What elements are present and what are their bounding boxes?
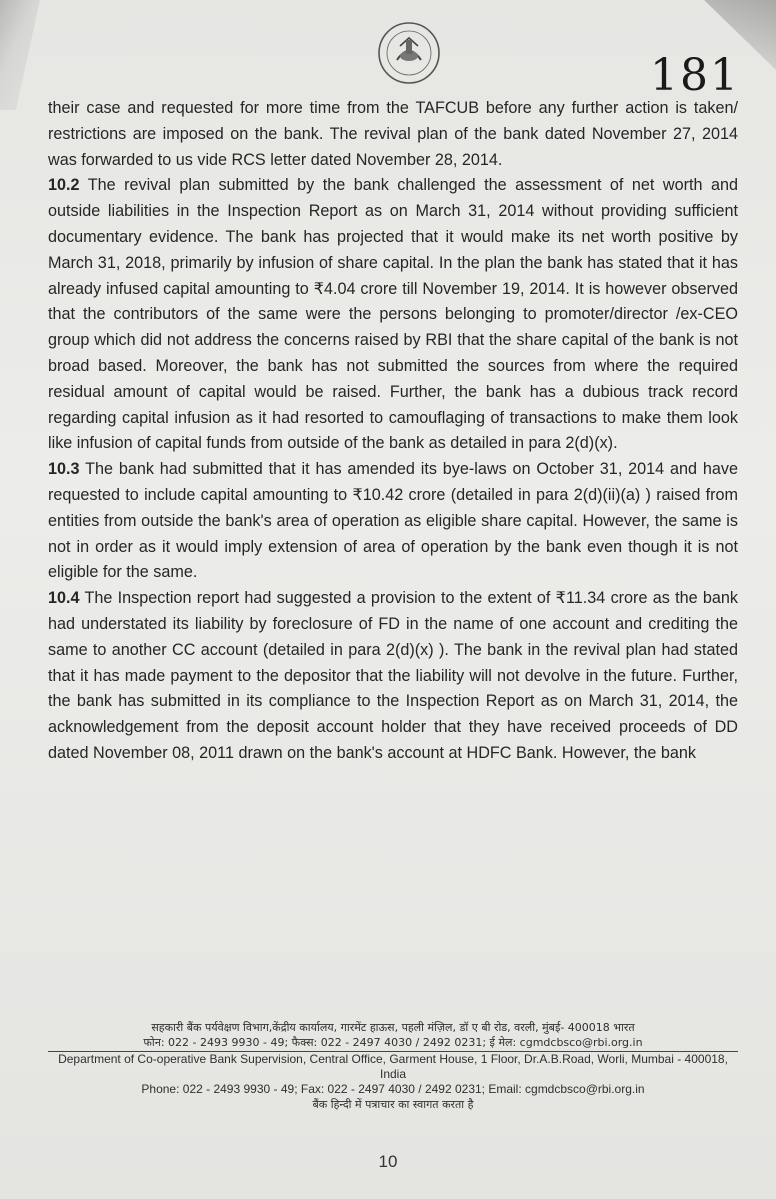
paragraph-10-4 — [48, 586, 738, 767]
paragraph-text: The Inspection report had suggested a provision to the extent of ₹11.34 crore as the bank had understated its liability by foreclosure of FD in the name of one account and crediting the same to another CC account (detailed in para 2(d)(x) ). The bank in the revival plan had stated that it has made payment to the depositor that the liability will not devolve in the future. Further, the bank has submitted in its compliance to the Inspection Report as on March 31, 2014, the acknowledgement from the deposit account holder that they have received proceeds of DD dated November 08, 2011 drawn on the bank's account at HDFC Bank. However, the bank — [48, 589, 738, 762]
footer-english-contact: Phone: 022 - 2493 9930 - 49; Fax: 022 - 2497 4030 / 2492 0231; Email: cgmdcbsco@rbi.org.in — [141, 1082, 645, 1096]
footer-hindi-tagline: बैंक हिन्दी में पत्राचार का स्वागत करता है — [312, 1098, 474, 1111]
paragraph-10-2 — [48, 173, 738, 457]
footer-hindi-contact: फोन: 022 - 2493 9930 - 49; फैक्स: 022 - 2497 4030 / 2492 0231; ई मेल: cgmdcbsco@rbi.org.in — [48, 1035, 738, 1052]
paragraph-number: 10.3 — [48, 460, 80, 479]
paragraph-continued — [48, 96, 738, 173]
paragraph-text: their case and requested for more time from the TAFCUB before any further action is taken/ restrictions are imposed on the bank. The revival plan of the bank dated November 27, 2014 was forwarded to us vide RCS letter dated November 28, 2014. — [48, 99, 738, 169]
paragraph-number: 10.4 — [48, 589, 80, 608]
footer-english-address: Department of Co-operative Bank Supervision, Central Office, Garment House, 1 Floor, Dr.A.B.Road, Worli, Mumbai - 400018, India — [58, 1052, 728, 1081]
footer-hindi-address: सहकारी बैंक पर्यवेक्षण विभाग,केंद्रीय कार्यालय, गारमेंट हाऊस, पहली मंज़िल, डॉ ए बी रोड, वरली, मुंबई- 400018 भारत — [151, 1021, 635, 1034]
letterhead-footer — [48, 1020, 738, 1112]
paragraph-text: The bank had submitted that it has amended its bye-laws on October 31, 2014 and have requested to include capital amounting to ₹10.42 crore (detailed in para 2(d)(ii)(a) ) raised from entities from outside the bank's area of operation as eligible share capital. However, the same is not in order as it would imply extension of area of operation by the bank even though it is not eligible for the same. — [48, 460, 738, 582]
paragraph-number: 10.2 — [48, 176, 80, 195]
binder-edge-left — [0, 0, 40, 110]
page-number: 10 — [378, 1152, 398, 1171]
paragraph-text: The revival plan submitted by the bank challenged the assessment of net worth and outside liabilities in the Inspection Report as on March 31, 2014 without providing sufficient documentary evidence. The bank has projected that it would make its net worth positive by March 31, 2018, primarily by infusion of share capital. In the plan the bank has stated that it has already infused capital amounting to ₹4.04 crore till November 19, 2014. It is however observed that the contributors of the same were the persons belonging to promoter/director /ex-CEO group which did not address the concerns raised by RBI that the share capital of the bank is not broad based. Moreover, the bank has not submitted the sources from where the required residual amount of capital would be raised. Further, the bank has a dubious track record regarding capital infusion as it had resorted to camouflaging of transactions to make them look like infusion of capital funds from outside of the bank as detailed in para 2(d)(x). — [48, 176, 738, 453]
body-text — [48, 96, 738, 767]
rbi-emblem-icon — [376, 20, 442, 86]
paragraph-10-3 — [48, 457, 738, 586]
handwritten-page-number: 181 — [650, 50, 740, 101]
